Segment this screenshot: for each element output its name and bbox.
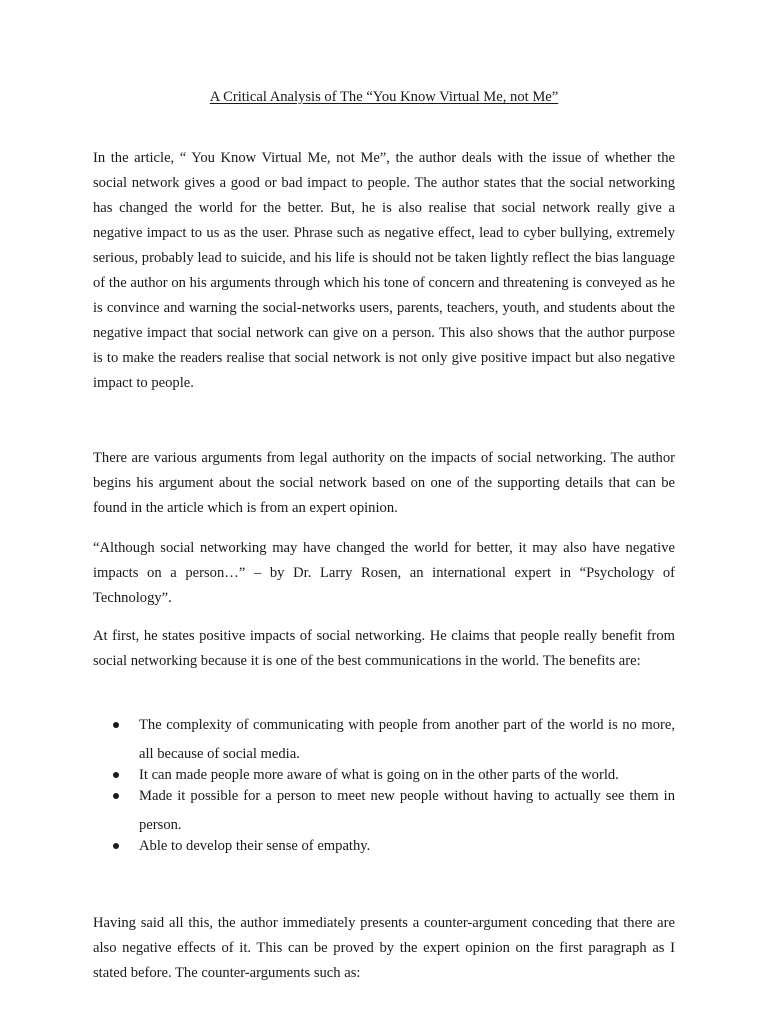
bullet-icon — [113, 722, 119, 728]
bullet-icon — [113, 772, 119, 778]
bullet-icon — [113, 843, 119, 849]
paragraph-expert-quote: “Although social networking may have changed the world for better, it may also have negative impacts on a person…” – by Dr. Larry Rosen, an international expert in “Psychology of Technology”. — [93, 540, 675, 606]
paragraph-positive-impacts: At first, he states positive impacts of social networking. He claims that people really benefit from social networking because it is one of the best communications in the world. The benefits are: — [93, 628, 675, 669]
bullet-icon — [113, 793, 119, 799]
list-item-text: Able to develop their sense of empathy. — [139, 838, 371, 854]
list-item-text: Made it possible for a person to meet new people without having to actually see them in person. — [139, 788, 675, 833]
list-item-text: It can made people more aware of what is going on in the other parts of the world. — [139, 767, 619, 783]
paragraph-intro: In the article, “ You Know Virtual Me, not Me”, the author deals with the issue of whether the social network gives a good or bad impact to people. The author states that the social networking has changed the world for the better. But, he is also realise that social network really give a negative impact to us as the user. Phrase such as negative effect, lead to cyber bullying, extremely serious, probably lead to suicide, and his life is should not be taken lightly reflect the bias language of the author on his arguments through which his tone of concern and threatening is conveyed as he is convince and warning the social-networks users, parents, teachers, youth, and students about the negative impact that social network can give on a person. This also shows that the author purpose is to make the readers realise that social network is not only give positive impact but also negative impact to people. — [93, 150, 675, 391]
benefits-list — [113, 711, 675, 861]
document-title: A Critical Analysis of The “You Know Virtual Me, not Me” — [209, 89, 559, 105]
list-item — [113, 832, 675, 861]
list-item-text: The complexity of communicating with people from another part of the world is no more, all because of social media. — [139, 717, 675, 762]
paragraph-arguments: There are various arguments from legal authority on the impacts of social networking. The author begins his argument about the social network based on one of the supporting details that can be found in the article which is from an expert opinion. — [93, 450, 675, 516]
paragraph-counter-argument: Having said all this, the author immediately presents a counter-argument conceding that there are also negative effects of it. This can be proved by the expert opinion on the first paragraph as I stated before. The counter-arguments such as: — [93, 915, 675, 981]
